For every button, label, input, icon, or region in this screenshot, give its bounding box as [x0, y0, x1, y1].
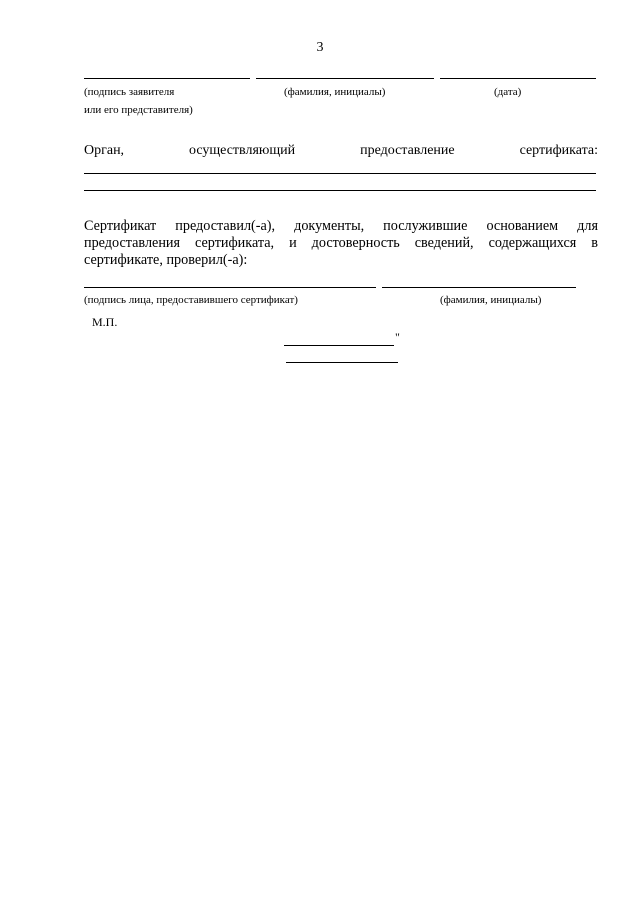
applicant-signature-caption: (подпись заявителя — [84, 86, 175, 98]
seal-label: М.П. — [92, 315, 118, 329]
authority-word: осуществляющий — [189, 143, 296, 158]
applicant-name-caption: (фамилия, инициалы) — [284, 86, 386, 98]
applicant-signature-caption-cont: или его представителя) — [84, 104, 193, 116]
authority-word: сертификата: — [519, 143, 598, 158]
verification-line: сертификате, проверил(-а): — [84, 252, 248, 268]
date-day-line[interactable] — [284, 345, 394, 346]
verification-paragraph — [84, 218, 598, 269]
issuing-authority-label — [84, 142, 598, 160]
date-quote-mark: " — [395, 330, 400, 344]
page-number: 3 — [316, 40, 324, 55]
issuing-authority-line-1[interactable] — [84, 173, 596, 174]
date-month-line[interactable] — [286, 362, 398, 363]
authority-word: предоставление — [360, 143, 455, 158]
applicant-date-line[interactable] — [440, 78, 596, 79]
applicant-date-caption: (дата) — [494, 86, 522, 98]
verification-line: Сертификат предоставил(-а), документы, послужившие основанием для — [84, 218, 598, 234]
issuing-authority-line-2[interactable] — [84, 190, 596, 191]
official-name-line[interactable] — [382, 287, 576, 288]
applicant-signature-line[interactable] — [84, 78, 250, 79]
verification-line: предоставления сертификата, и достоверность сведений, содержащихся в — [84, 235, 598, 251]
applicant-name-line[interactable] — [256, 78, 434, 79]
official-signature-line[interactable] — [84, 287, 376, 288]
official-name-caption: (фамилия, инициалы) — [440, 294, 542, 306]
official-signature-caption: (подпись лица, предоставившего сертификат) — [84, 294, 298, 306]
authority-word: Орган, — [84, 143, 125, 158]
